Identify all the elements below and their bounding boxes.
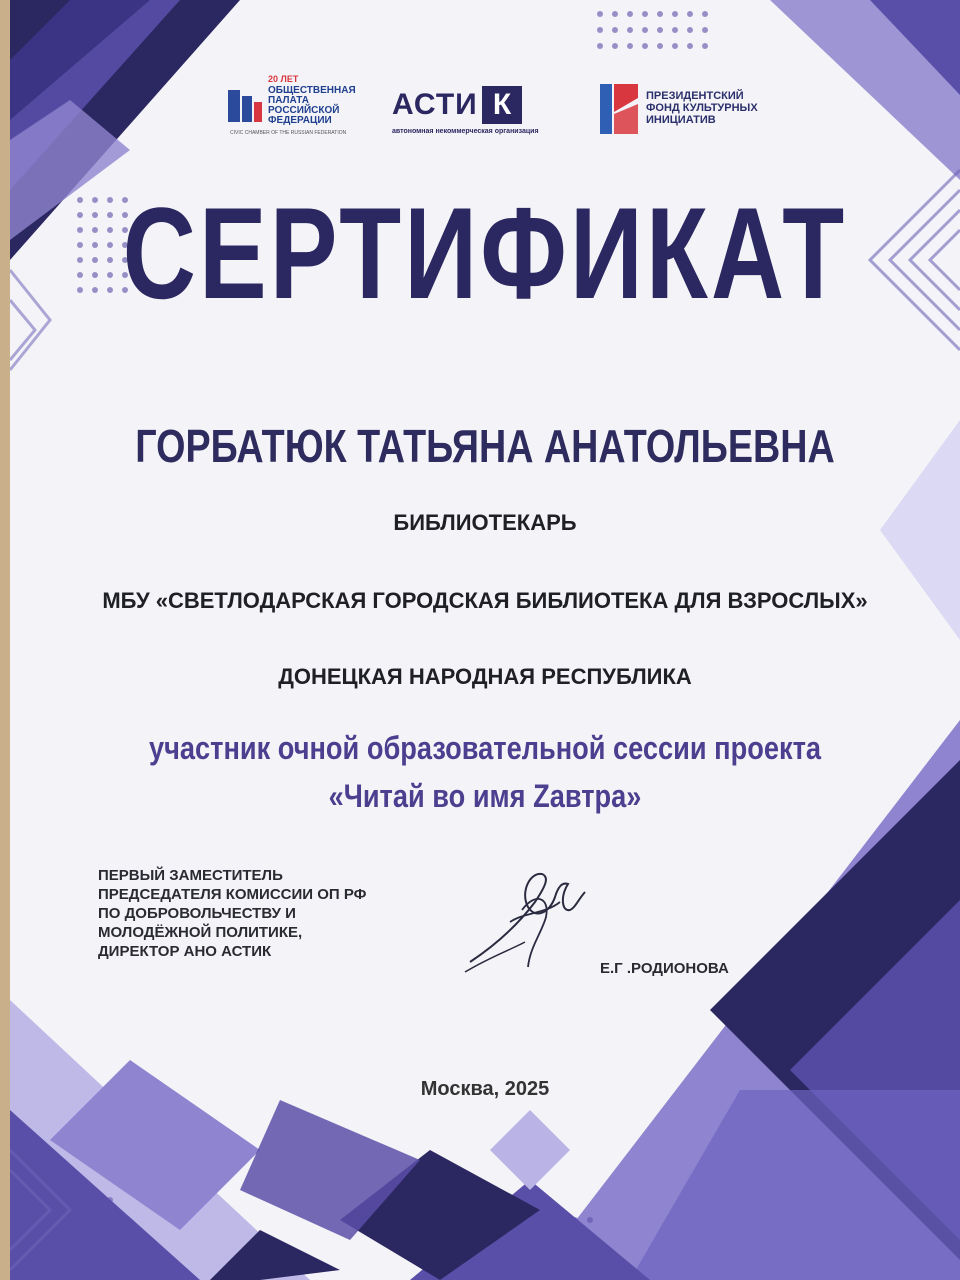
handwritten-signature <box>450 862 600 982</box>
astik-wordmark: АСТИ <box>392 88 478 121</box>
recipient-position: БИБЛИОТЕКАРЬ <box>393 510 577 535</box>
signer-title-line: ДИРЕКТОР АНО АСТИК <box>98 943 272 960</box>
pfki-name <box>646 90 758 126</box>
civic-chamber-line: ФЕДЕРАЦИИ <box>268 115 332 126</box>
signer-title-line: ПЕРВЫЙ ЗАМЕСТИТЕЛЬ <box>98 867 283 884</box>
pfki-line: ФОНД КУЛЬТУРНЫХ <box>646 102 758 114</box>
recipient-region: ДОНЕЦКАЯ НАРОДНАЯ РЕСПУБЛИКА <box>278 664 692 689</box>
certificate-paper <box>10 0 960 1280</box>
signer-title-line: ПО ДОБРОВОЛЬЧЕСТВУ И <box>98 905 296 922</box>
civic-chamber-line: ПАЛАТА <box>268 95 309 106</box>
signer-title-line: МОЛОДЁЖНОЙ ПОЛИТИКЕ, <box>98 924 303 941</box>
civic-chamber-emblem-icon <box>224 84 264 128</box>
project-name: «Читай во имя Zавтра» <box>328 778 642 814</box>
astik-subtitle: автономная некоммерческая организация <box>392 128 539 135</box>
civic-chamber-name <box>268 86 356 126</box>
pfki-emblem-icon <box>596 82 640 136</box>
signer-title-line: ПРЕДСЕДАТЕЛЯ КОМИССИИ ОП РФ <box>98 886 367 903</box>
recipient-organization: МБУ «СВЕТЛОДАРСКАЯ ГОРОДСКАЯ БИБЛИОТЕКА ДЛЯ ВЗРОСЛЫХ» <box>102 588 868 613</box>
recipient-name: ГОРБАТЮК ТАТЬЯНА АНАТОЛЬЕВНА <box>135 420 835 472</box>
pfki-line: ПРЕЗИДЕНТСКИЙ <box>646 90 744 102</box>
astik-k-badge: К <box>482 86 522 124</box>
civic-chamber-subtitle: CIVIC CHAMBER OF THE RUSSIAN FEDERATION <box>230 130 347 136</box>
civic-chamber-line: РОССИЙСКОЙ <box>268 105 340 116</box>
place-and-year: Москва, 2025 <box>420 1078 550 1100</box>
certificate-title: СЕРТИФИКАТ <box>122 180 848 326</box>
participation-statement: участник очной образовательной сессии проекта <box>148 730 822 766</box>
signer-title <box>98 866 366 961</box>
civic-chamber-line: ОБЩЕСТВЕННАЯ <box>268 85 356 96</box>
anniversary-badge: 20 ЛЕТ <box>268 74 299 84</box>
logo-bar <box>10 74 960 148</box>
pfki-line: ИНИЦИАТИВ <box>646 114 716 126</box>
signer-name: Е.Г .РОДИОНОВА <box>600 960 729 977</box>
